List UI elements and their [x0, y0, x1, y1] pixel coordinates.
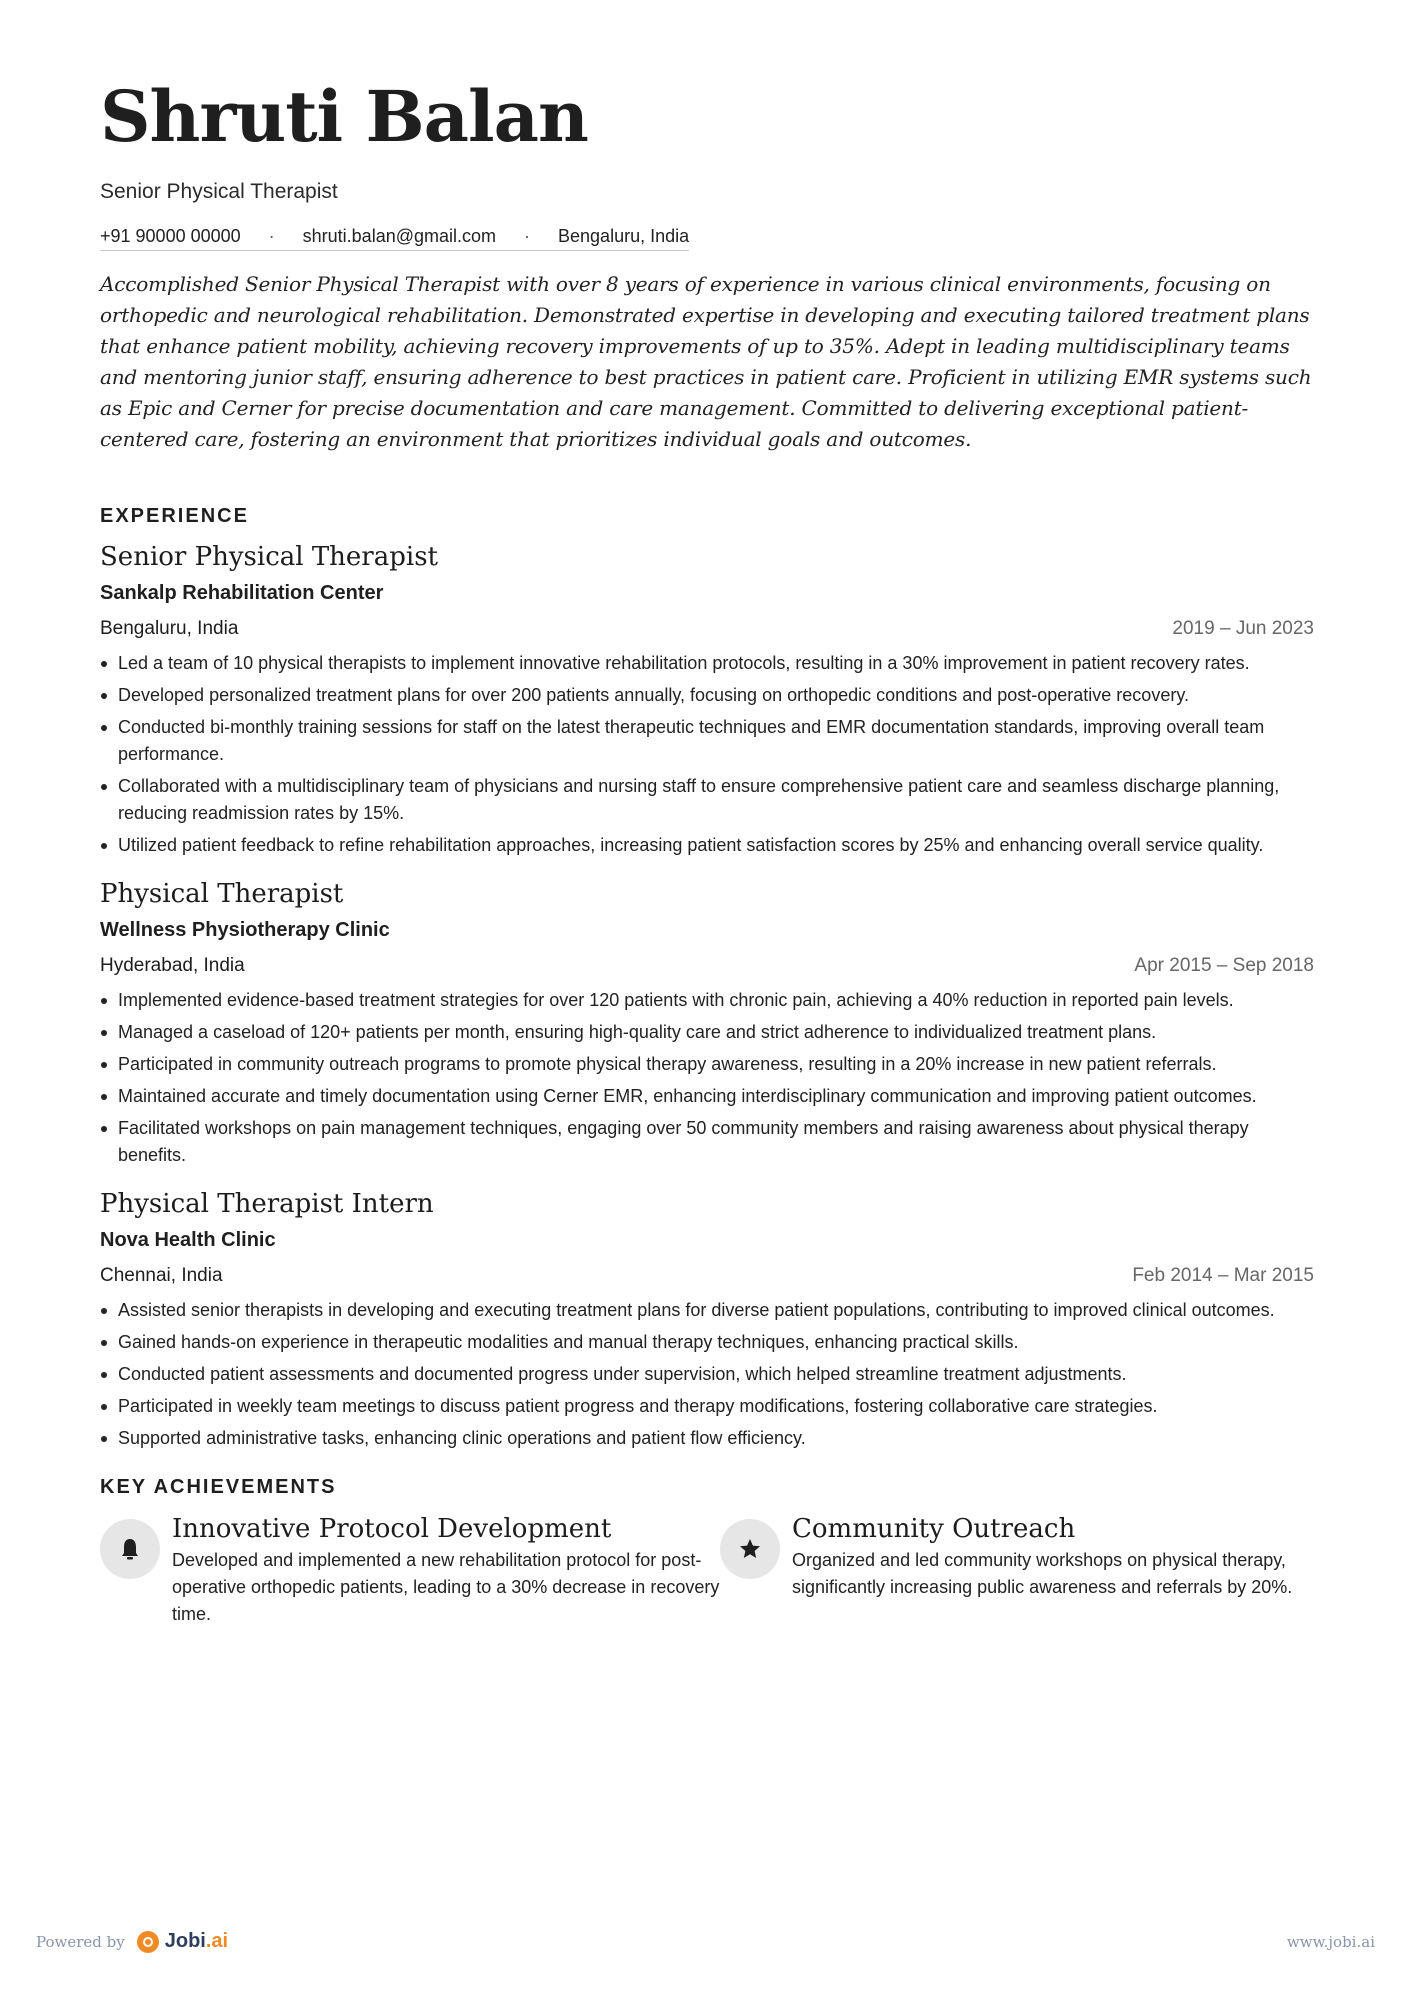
job-bullet: Conducted patient assessments and documented progress under supervision, which helped streamline treatment adjustments.	[100, 1361, 1314, 1388]
company-name: Nova Health Clinic	[100, 1229, 276, 1251]
job-bullet: Participated in community outreach programs to promote physical therapy awareness, resulting in a 20% increase in new patient referrals.	[100, 1051, 1314, 1078]
job-bullet: Managed a caseload of 120+ patients per month, ensuring high-quality care and strict adherence to individualized treatment plans.	[100, 1019, 1314, 1046]
achievement-description: Developed and implemented a new rehabilitation protocol for post-operative orthopedic patients, leading to a 30% decrease in recovery time.	[172, 1550, 720, 1624]
jobi-logo[interactable]	[137, 1930, 228, 1953]
job-meta-row	[100, 1265, 1314, 1287]
experience-entry	[100, 1189, 1314, 1452]
achievement-text	[172, 1513, 720, 1628]
experience-entry	[100, 879, 1314, 1169]
brand-main: Jobi	[164, 1930, 206, 1952]
bell-icon	[100, 1519, 160, 1579]
job-bullet: Utilized patient feedback to refine rehabilitation approaches, increasing patient satisfaction scores by 25% and enhancing overall service quality.	[100, 832, 1314, 859]
candidate-location: Bengaluru, India	[558, 226, 690, 246]
job-bullet: Assisted senior therapists in developing and executing treatment plans for diverse patient populations, contributing to improved clinical outcomes.	[100, 1297, 1314, 1324]
job-dates: Feb 2014 – Mar 2015	[1132, 1265, 1314, 1286]
candidate-name: Shruti Balan	[100, 75, 588, 158]
company-name: Sankalp Rehabilitation Center	[100, 582, 384, 604]
contact-separator: ·	[524, 226, 531, 246]
job-bullet: Developed personalized treatment plans for over 200 patients annually, focusing on orthopedic conditions and post-operative recovery.	[100, 682, 1314, 709]
job-bullet: Supported administrative tasks, enhancing clinic operations and patient flow efficiency.	[100, 1425, 1314, 1452]
job-meta-row	[100, 955, 1314, 977]
achievement-item	[100, 1513, 720, 1628]
professional-summary: Accomplished Senior Physical Therapist with over 8 years of experience in various clinical environments, focusing on orthopedic and neurological rehabilitation. Demonstrated expertise in developing and executing tailored treatment plans that enhance patient mobility, achieving recovery improvements of up to 35%. Adept in leading multidisciplinary teams and mentoring junior staff, ensuring adherence to best practices in patient care. Proficient in utilizing EMR systems such as Epic and Cerner for precise documentation and care management. Committed to delivering exceptional patient-centered care, fostering an environment that prioritizes individual goals and outcomes.	[100, 272, 1312, 451]
job-title: Physical Therapist	[100, 879, 344, 909]
resume-page	[100, 75, 1314, 1628]
job-bullets	[100, 1297, 1314, 1452]
job-title: Physical Therapist Intern	[100, 1189, 434, 1219]
phone-number: +91 90000 00000	[100, 226, 241, 246]
job-bullet: Collaborated with a multidisciplinary team of physicians and nursing staff to ensure comprehensive patient care and seamless discharge planning, reducing readmission rates by 15%.	[100, 773, 1314, 827]
job-bullet: Led a team of 10 physical therapists to implement innovative rehabilitation protocols, resulting in a 30% improvement in patient recovery rates.	[100, 650, 1314, 677]
company-name: Wellness Physiotherapy Clinic	[100, 919, 390, 941]
job-bullets	[100, 650, 1314, 859]
star-icon	[720, 1519, 780, 1579]
achievements-section-title: KEY ACHIEVEMENTS	[100, 1476, 337, 1498]
job-dates: 2019 – Jun 2023	[1172, 618, 1314, 639]
candidate-headline: Senior Physical Therapist	[100, 180, 338, 203]
job-bullet: Facilitated workshops on pain management techniques, engaging over 50 community members and raising awareness about physical therapy benefits.	[100, 1115, 1314, 1169]
contact-info	[100, 226, 689, 251]
powered-by	[36, 1930, 228, 1953]
job-location: Hyderabad, India	[100, 955, 245, 976]
achievement-title: Community Outreach	[792, 1514, 1076, 1544]
job-location: Bengaluru, India	[100, 618, 239, 639]
achievements-grid	[100, 1513, 1314, 1628]
powered-by-label: Powered by	[36, 1932, 125, 1951]
website-link[interactable]: www.jobi.ai	[1286, 1932, 1375, 1951]
experience-entry	[100, 542, 1314, 859]
job-dates: Apr 2015 – Sep 2018	[1134, 955, 1314, 976]
jobi-logo-icon	[137, 1931, 159, 1953]
email-address[interactable]: shruti.balan@gmail.com	[302, 226, 497, 246]
job-bullet: Maintained accurate and timely documentation using Cerner EMR, enhancing interdisciplinary communication and improving patient outcomes.	[100, 1083, 1314, 1110]
job-bullet: Participated in weekly team meetings to discuss patient progress and therapy modifications, fostering collaborative care strategies.	[100, 1393, 1314, 1420]
achievement-title: Innovative Protocol Development	[172, 1514, 612, 1544]
achievement-item	[720, 1513, 1314, 1628]
contact-separator: ·	[268, 226, 275, 246]
job-bullet: Conducted bi-monthly training sessions for staff on the latest therapeutic techniques and EMR documentation standards, improving overall team performance.	[100, 714, 1314, 768]
job-bullet: Gained hands-on experience in therapeutic modalities and manual therapy techniques, enhancing practical skills.	[100, 1329, 1314, 1356]
experience-section-title: EXPERIENCE	[100, 505, 249, 527]
job-meta-row	[100, 618, 1314, 640]
brand-suffix: .ai	[205, 1930, 229, 1952]
achievement-description: Organized and led community workshops on physical therapy, significantly increasing public awareness and referrals by 20%.	[792, 1550, 1293, 1597]
job-bullets	[100, 987, 1314, 1169]
achievement-text	[792, 1513, 1314, 1628]
job-bullet: Implemented evidence-based treatment strategies for over 120 patients with chronic pain, achieving a 40% reduction in reported pain levels.	[100, 987, 1314, 1014]
job-title: Senior Physical Therapist	[100, 542, 438, 572]
job-location: Chennai, India	[100, 1265, 223, 1286]
page-footer	[36, 1930, 1375, 1953]
